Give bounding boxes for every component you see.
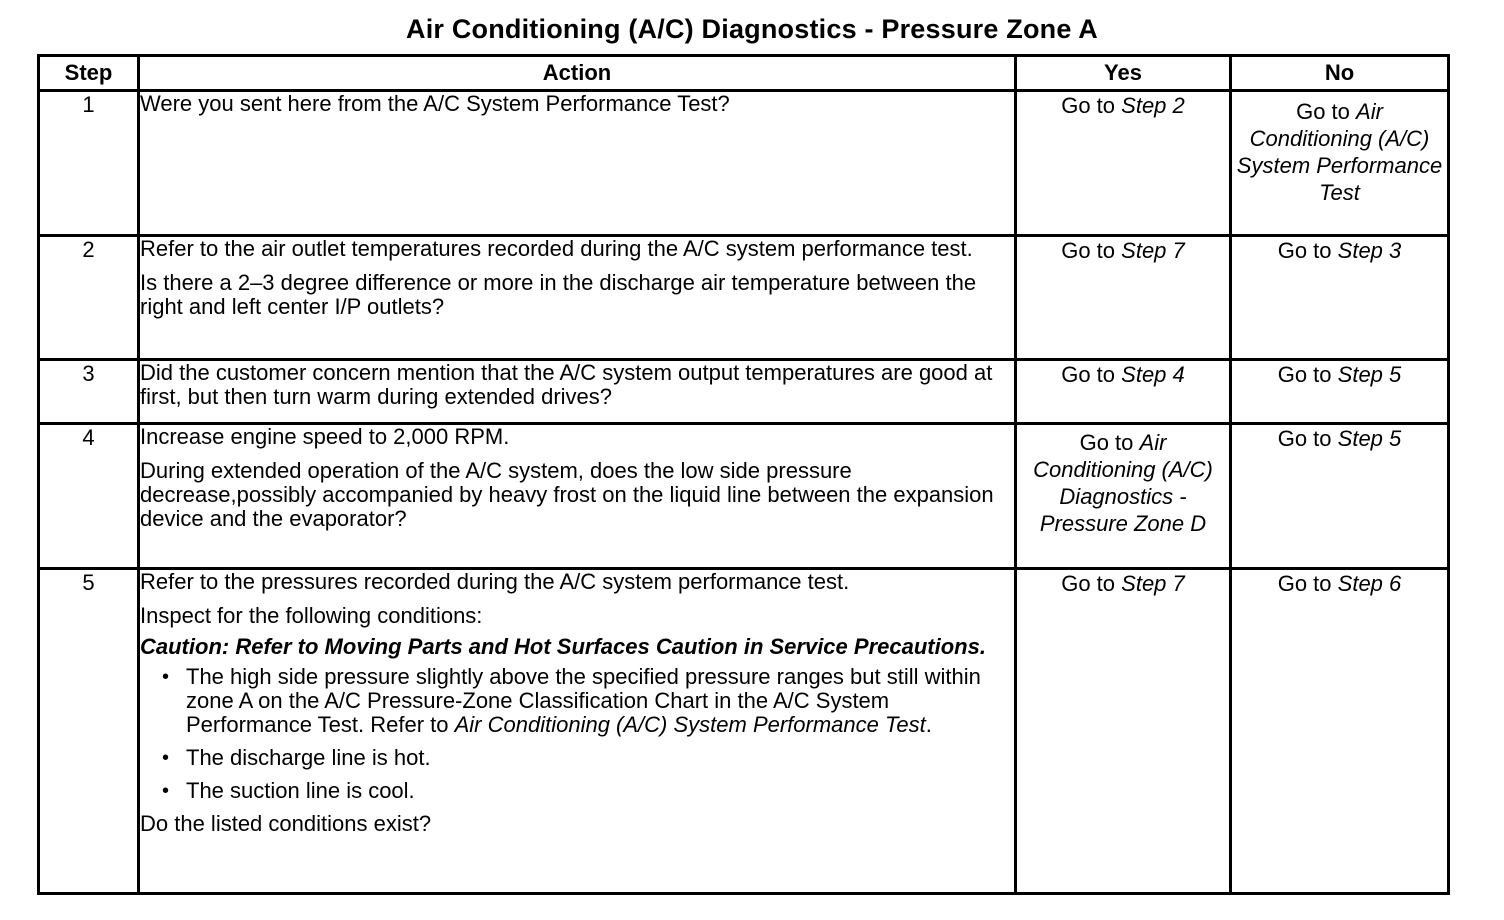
header-no: No — [1231, 56, 1449, 91]
no-cell[interactable] — [1231, 360, 1449, 424]
no-link-step-3[interactable]: Step 3 — [1337, 238, 1402, 263]
page-title: Air Conditioning (A/C) Diagnostics - Pressure Zone A — [406, 14, 1098, 44]
table-row-step-3 — [39, 360, 1449, 424]
step-number: 2 — [39, 236, 139, 360]
no-link-performance-test[interactable]: Air Conditioning (A/C) System Performance Test — [1236, 99, 1443, 205]
yes-link-step-7[interactable]: Step 7 — [1121, 571, 1185, 596]
action-cell — [139, 360, 1016, 424]
yes-link-step-7[interactable]: Step 7 — [1121, 238, 1185, 263]
yes-cell[interactable] — [1016, 360, 1231, 424]
go-to-label: Go to — [1277, 571, 1332, 596]
action-cell — [139, 424, 1016, 569]
yes-link-pressure-zone-d[interactable]: Air Conditioning (A/C) Diagnostics - Pressure Zone D — [1033, 430, 1213, 536]
action-text: Increase engine speed to 2,000 RPM. — [140, 424, 510, 449]
action-question: Is there a 2–3 degree difference or more in the discharge air temperature between the right and left center I/P outlets? — [140, 270, 977, 319]
go-to-label: Go to — [1296, 99, 1350, 124]
table-header-row — [39, 56, 1449, 91]
action-text: Refer to the air outlet temperatures recorded during the A/C system performance test. — [140, 236, 973, 261]
table-row-step-5 — [39, 569, 1449, 894]
go-to-label: Go to — [1061, 238, 1116, 263]
table-row-step-4 — [39, 424, 1449, 569]
go-to-label: Go to — [1277, 426, 1332, 451]
yes-cell[interactable] — [1016, 569, 1231, 894]
go-to-label: Go to — [1079, 430, 1134, 455]
list-item: • The discharge line is hot. — [186, 746, 1014, 770]
action-text: Refer to the pressures recorded during the A/C system performance test. — [140, 569, 850, 594]
header-step: Step — [39, 56, 139, 91]
list-item: • The high side pressure slightly above the specified pressure ranges but still within zone A on the A/C Pressure-Zone Classification Chart in the A/C System Performance Test. Refer to Air Conditioning (A/C) System Performance Test. — [186, 665, 1014, 737]
go-to-label: Go to — [1061, 362, 1116, 387]
yes-cell[interactable] — [1016, 91, 1231, 236]
action-cell — [139, 91, 1016, 236]
list-item: • The suction line is cool. — [186, 779, 1014, 803]
step-number: 4 — [39, 424, 139, 569]
table-row-step-2 — [39, 236, 1449, 360]
yes-link-step-4[interactable]: Step 4 — [1121, 362, 1185, 387]
go-to-label: Go to — [1061, 93, 1116, 118]
yes-cell[interactable] — [1016, 424, 1231, 569]
header-action: Action — [139, 56, 1016, 91]
yes-cell[interactable] — [1016, 236, 1231, 360]
action-cell — [139, 236, 1016, 360]
action-question: Do the listed conditions exist? — [140, 811, 432, 836]
go-to-label: Go to — [1277, 362, 1332, 387]
step-number: 1 — [39, 91, 139, 236]
go-to-label: Go to — [1277, 238, 1332, 263]
caution-note: Caution: Refer to Moving Parts and Hot Surfaces Caution in Service Precautions. — [140, 634, 986, 659]
no-cell[interactable] — [1231, 569, 1449, 894]
no-link-step-5[interactable]: Step 5 — [1337, 362, 1402, 387]
yes-link-step-2[interactable]: Step 2 — [1121, 93, 1185, 118]
reference-link[interactable]: Air Conditioning (A/C) System Performance Test — [454, 712, 926, 737]
no-link-step-5[interactable]: Step 5 — [1337, 426, 1402, 451]
action-text: Inspect for the following conditions: — [140, 603, 483, 628]
no-cell[interactable] — [1231, 236, 1449, 360]
table-row-step-1 — [39, 91, 1449, 236]
action-text: Were you sent here from the A/C System Performance Test? — [140, 91, 730, 116]
diagnostic-table — [37, 54, 1450, 895]
step-number: 5 — [39, 569, 139, 894]
action-question: Did the customer concern mention that the A/C system output temperatures are good at first, but then turn warm during extended drives? — [140, 360, 993, 409]
no-cell[interactable] — [1231, 91, 1449, 236]
condition-list — [140, 665, 1014, 803]
action-question: During extended operation of the A/C system, does the low side pressure decrease,possibly accompanied by heavy frost on the liquid line between the expansion device and the evaporator? — [140, 458, 994, 531]
step-number: 3 — [39, 360, 139, 424]
no-cell[interactable] — [1231, 424, 1449, 569]
go-to-label: Go to — [1061, 571, 1116, 596]
header-yes: Yes — [1016, 56, 1231, 91]
no-link-step-6[interactable]: Step 6 — [1337, 571, 1402, 596]
action-cell — [139, 569, 1016, 894]
